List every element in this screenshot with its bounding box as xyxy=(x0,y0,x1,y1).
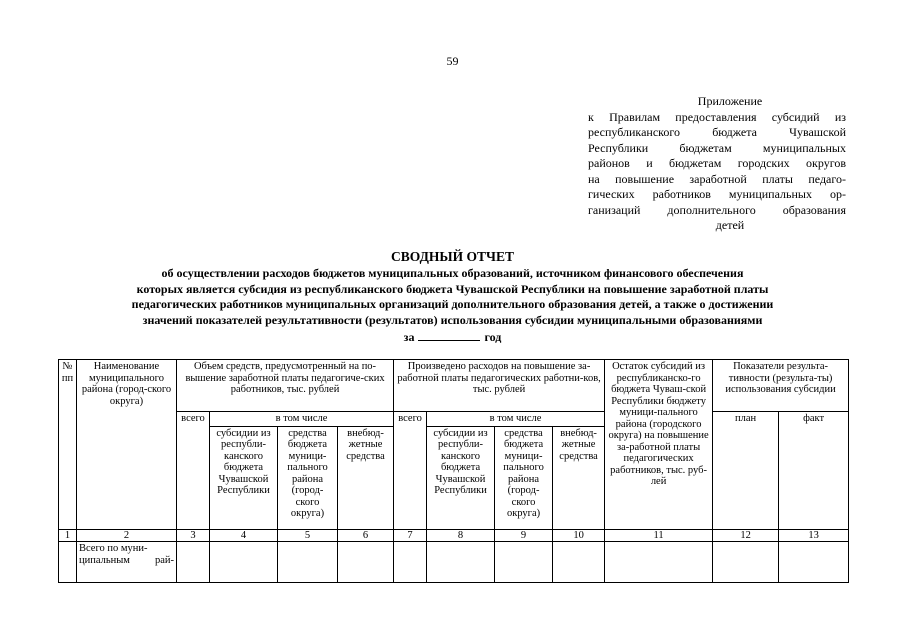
header-including: в том числе xyxy=(210,412,394,427)
cell-empty xyxy=(177,542,210,583)
header-indicators: Показатели результа-тивности (результа-ты) использования субсидии xyxy=(713,360,849,412)
cell-empty xyxy=(495,542,553,583)
cell-empty xyxy=(713,542,779,583)
cell-empty xyxy=(338,542,394,583)
subtitle-line: об осуществлении расходов бюджетов муниципальных образований, источником финансового обеспечения xyxy=(161,266,744,280)
cell-empty xyxy=(553,542,605,583)
subtitle-line: значений показателей результативности (результатов) использования субсидии муниципальными образованиями xyxy=(142,312,763,327)
cell-empty xyxy=(779,542,849,583)
appendix-line: республиканского бюджета Чувашской xyxy=(588,125,846,139)
cell-empty xyxy=(210,542,278,583)
header-municipal-budget: средства бюджета муници-пального района (город-ского округа) xyxy=(278,426,338,529)
column-number: 8 xyxy=(427,529,495,542)
header-extrabudgetary: внебюд-жетные средства xyxy=(553,426,605,529)
column-number: 9 xyxy=(495,529,553,542)
header-subsidy-balance: Остаток субсидий из республиканско-го бюджета Чуваш-ской Республики бюджету муници-пального района (городского округа) на повышение за-работной платы педагогических работников, тыс. руб-лей xyxy=(605,360,713,530)
year-blank-line xyxy=(418,330,480,341)
header-spent-funds: Произведено расходов на повышение за-работной платы педагогических работни-ков, тыс. рублей xyxy=(394,360,605,412)
appendix-line: ганизаций дополнительного образования xyxy=(588,202,846,217)
column-number: 10 xyxy=(553,529,605,542)
appendix-last-line: детей xyxy=(715,218,745,232)
appendix-line: гических работников муниципальных ор- xyxy=(588,187,846,201)
column-number: 4 xyxy=(210,529,278,542)
header-total: всего xyxy=(177,412,210,530)
cell-empty xyxy=(605,542,713,583)
header-extrabudgetary: внебюд-жетные средства xyxy=(338,426,394,529)
header-planned-funds: Объем средств, предусмотренный на по-вышение заработной платы педагогиче-ских работников, тыс. рублей xyxy=(177,360,394,412)
column-number: 3 xyxy=(177,529,210,542)
report-period xyxy=(0,330,905,345)
report-title: СВОДНЫЙ ОТЧЕТ xyxy=(391,249,514,264)
column-number: 2 xyxy=(77,529,177,542)
header-municipality: Наименование муниципального района (город-ского округа) xyxy=(77,360,177,530)
subtitle-line: педагогических работников муниципальных организаций дополнительного образования детей, а также о достижении xyxy=(131,297,774,311)
column-number: 12 xyxy=(713,529,779,542)
cell-empty xyxy=(427,542,495,583)
appendix-block xyxy=(588,94,846,234)
column-number: 1 xyxy=(59,529,77,542)
appendix-line: Республики бюджетам муниципальных xyxy=(588,140,846,155)
appendix-line: на повышение заработной платы педаго- xyxy=(588,171,846,186)
header-total: всего xyxy=(394,412,427,530)
header-including: в том числе xyxy=(427,412,605,427)
period-prefix: за xyxy=(403,330,415,344)
period-suffix: год xyxy=(484,330,502,344)
column-number-row xyxy=(59,529,849,542)
total-row-label: Всего по муни-ципальным рай- xyxy=(77,542,177,583)
table-row xyxy=(59,542,849,583)
subtitle-line: которых является субсидия из республиканского бюджета Чувашской Республики на повышение заработной платы xyxy=(136,281,769,296)
appendix-line: районов и бюджетам городских округов xyxy=(588,156,846,170)
cell-empty xyxy=(278,542,338,583)
cell-empty xyxy=(394,542,427,583)
cell-empty xyxy=(59,542,77,583)
report-subtitle xyxy=(60,266,845,328)
report-table xyxy=(58,359,849,583)
header-republic-subsidy: субсидии из республи-канского бюджета Чувашской Республики xyxy=(210,426,278,529)
header-municipal-budget: средства бюджета муници-пального района (город-ского округа) xyxy=(495,426,553,529)
column-number: 7 xyxy=(394,529,427,542)
column-number: 5 xyxy=(278,529,338,542)
appendix-heading: Приложение xyxy=(697,94,763,108)
column-number: 13 xyxy=(779,529,849,542)
appendix-line: к Правилам предоставления субсидий из xyxy=(588,109,846,124)
column-number: 11 xyxy=(605,529,713,542)
header-republic-subsidy: субсидии из республи-канского бюджета Чувашской Республики xyxy=(427,426,495,529)
header-num: № пп xyxy=(59,360,77,530)
column-number: 6 xyxy=(338,529,394,542)
page-number: 59 xyxy=(446,54,459,68)
header-fact: факт xyxy=(779,412,849,530)
header-plan: план xyxy=(713,412,779,530)
